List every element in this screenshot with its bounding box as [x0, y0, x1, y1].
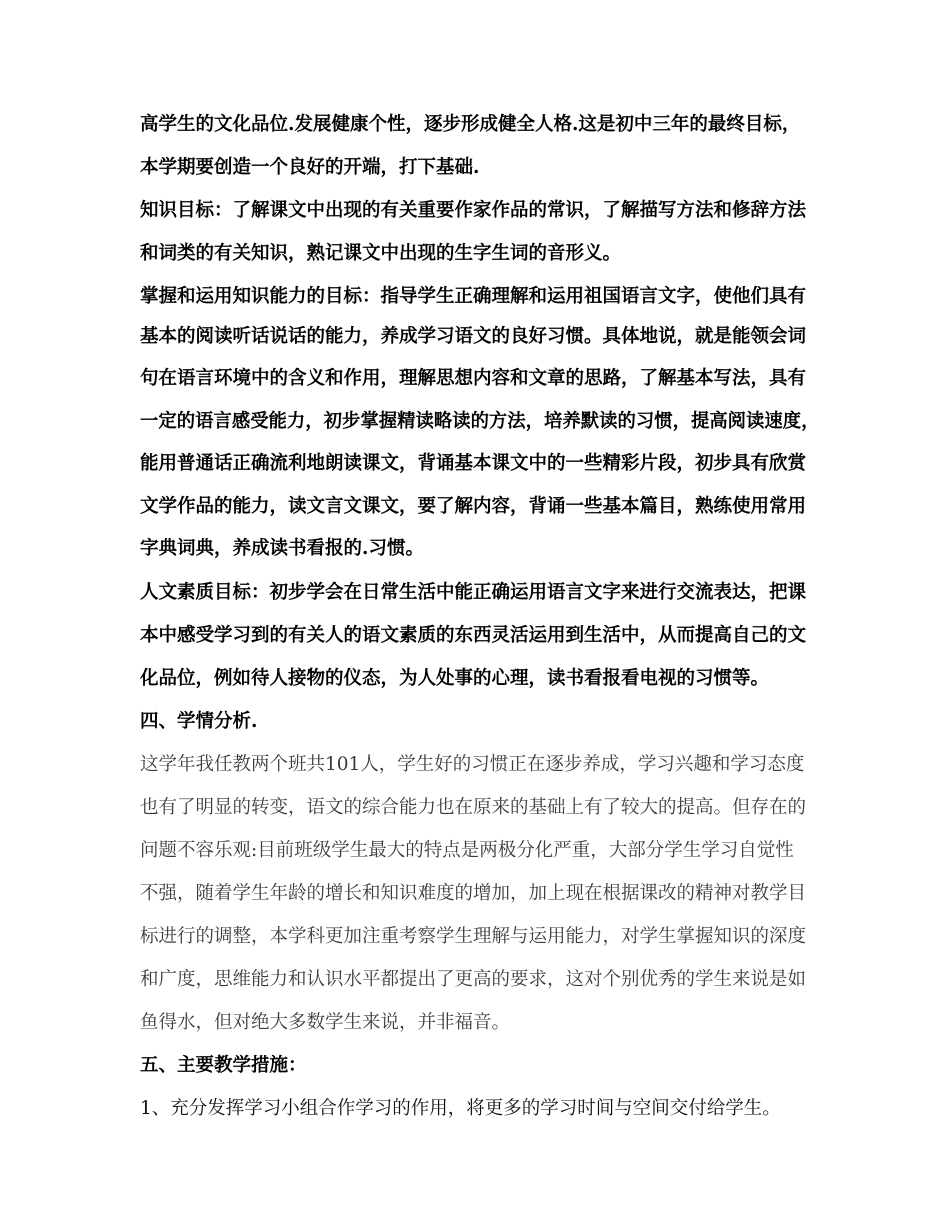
text-line: 高学生的文化品位.发展健康个性，逐步形成健全人格.这是初中三年的最终目标，: [140, 114, 801, 135]
text-line: 和词类的有关知识，熟记课文中出现的生字生词的音形义。: [140, 243, 622, 264]
text-line: 基本的阅读听话说话的能力，养成学习语文的良好习惯。具体地说，就是能领会词: [140, 326, 807, 347]
text-line: 这学年我任教两个班共101人，学生好的习惯正在逐步养成，学习兴趣和学习态度: [140, 754, 805, 775]
text-line: 问题不容乐观:目前班级学生最大的特点是两极分化严重，大部分学生学习自觉性: [140, 840, 794, 861]
text-line: 一定的语言感受能力，初步掌握精读略读的方法，培养默读的习惯，提高阅读速度，: [140, 411, 820, 432]
text-line: 也有了明显的转变，语文的综合能力也在原来的基础上有了较大的提高。但存在的: [140, 797, 807, 818]
text-line: 人文素质目标：初步学会在日常生活中能正确运用语言文字来进行交流表达，把课: [140, 582, 807, 603]
section-heading: 四、学情分析.: [140, 711, 258, 732]
text-line: 掌握和运用知识能力的目标：指导学生正确理解和运用祖国语言文字，使他们具有: [140, 286, 807, 307]
text-line: 本学期要创造一个良好的开端，打下基础.: [140, 157, 480, 178]
text-line: 1、充分发挥学习小组合作学习的作用，将更多的学习时间与空间交付给学生。: [140, 1098, 781, 1119]
text-line: 化品位，例如待人接物的仪态，为人处事的心理，读书看报看电视的习惯等。: [140, 668, 770, 689]
text-line: 不强，随着学生年龄的增长和知识难度的增加，加上现在根据课改的精神对教学目: [140, 883, 807, 904]
text-line: 能用普通话正确流利地朗读课文，背诵基本课文中的一些精彩片段，初步具有欣赏: [140, 453, 807, 474]
text-line: 字典词典，养成读书看报的.习惯。: [140, 538, 424, 559]
text-line: 文学作品的能力，读文言文课文，要了解内容，背诵一些基本篇目，熟练使用常用: [140, 496, 807, 517]
text-line: 知识目标：了解课文中出现的有关重要作家作品的常识，了解描写方法和修辞方法: [140, 200, 807, 221]
text-line: 标进行的调整，本学科更加注重考察学生理解与运用能力，对学生掌握知识的深度: [140, 926, 807, 947]
text-line: 本中感受学习到的有关人的语文素质的东西灵活运用到生活中，从而提高自己的文: [140, 625, 807, 646]
text-line: 句在语言环境中的含义和作用，理解思想内容和文章的思路，了解基本写法，具有: [140, 368, 807, 389]
section-heading: 五、主要教学措施：: [140, 1055, 307, 1076]
text-line: 鱼得水，但对绝大多数学生来说，并非福音。: [140, 1012, 511, 1033]
text-line: 和广度，思维能力和认识水平都提出了更高的要求，这对个别优秀的学生来说是如: [140, 969, 807, 990]
